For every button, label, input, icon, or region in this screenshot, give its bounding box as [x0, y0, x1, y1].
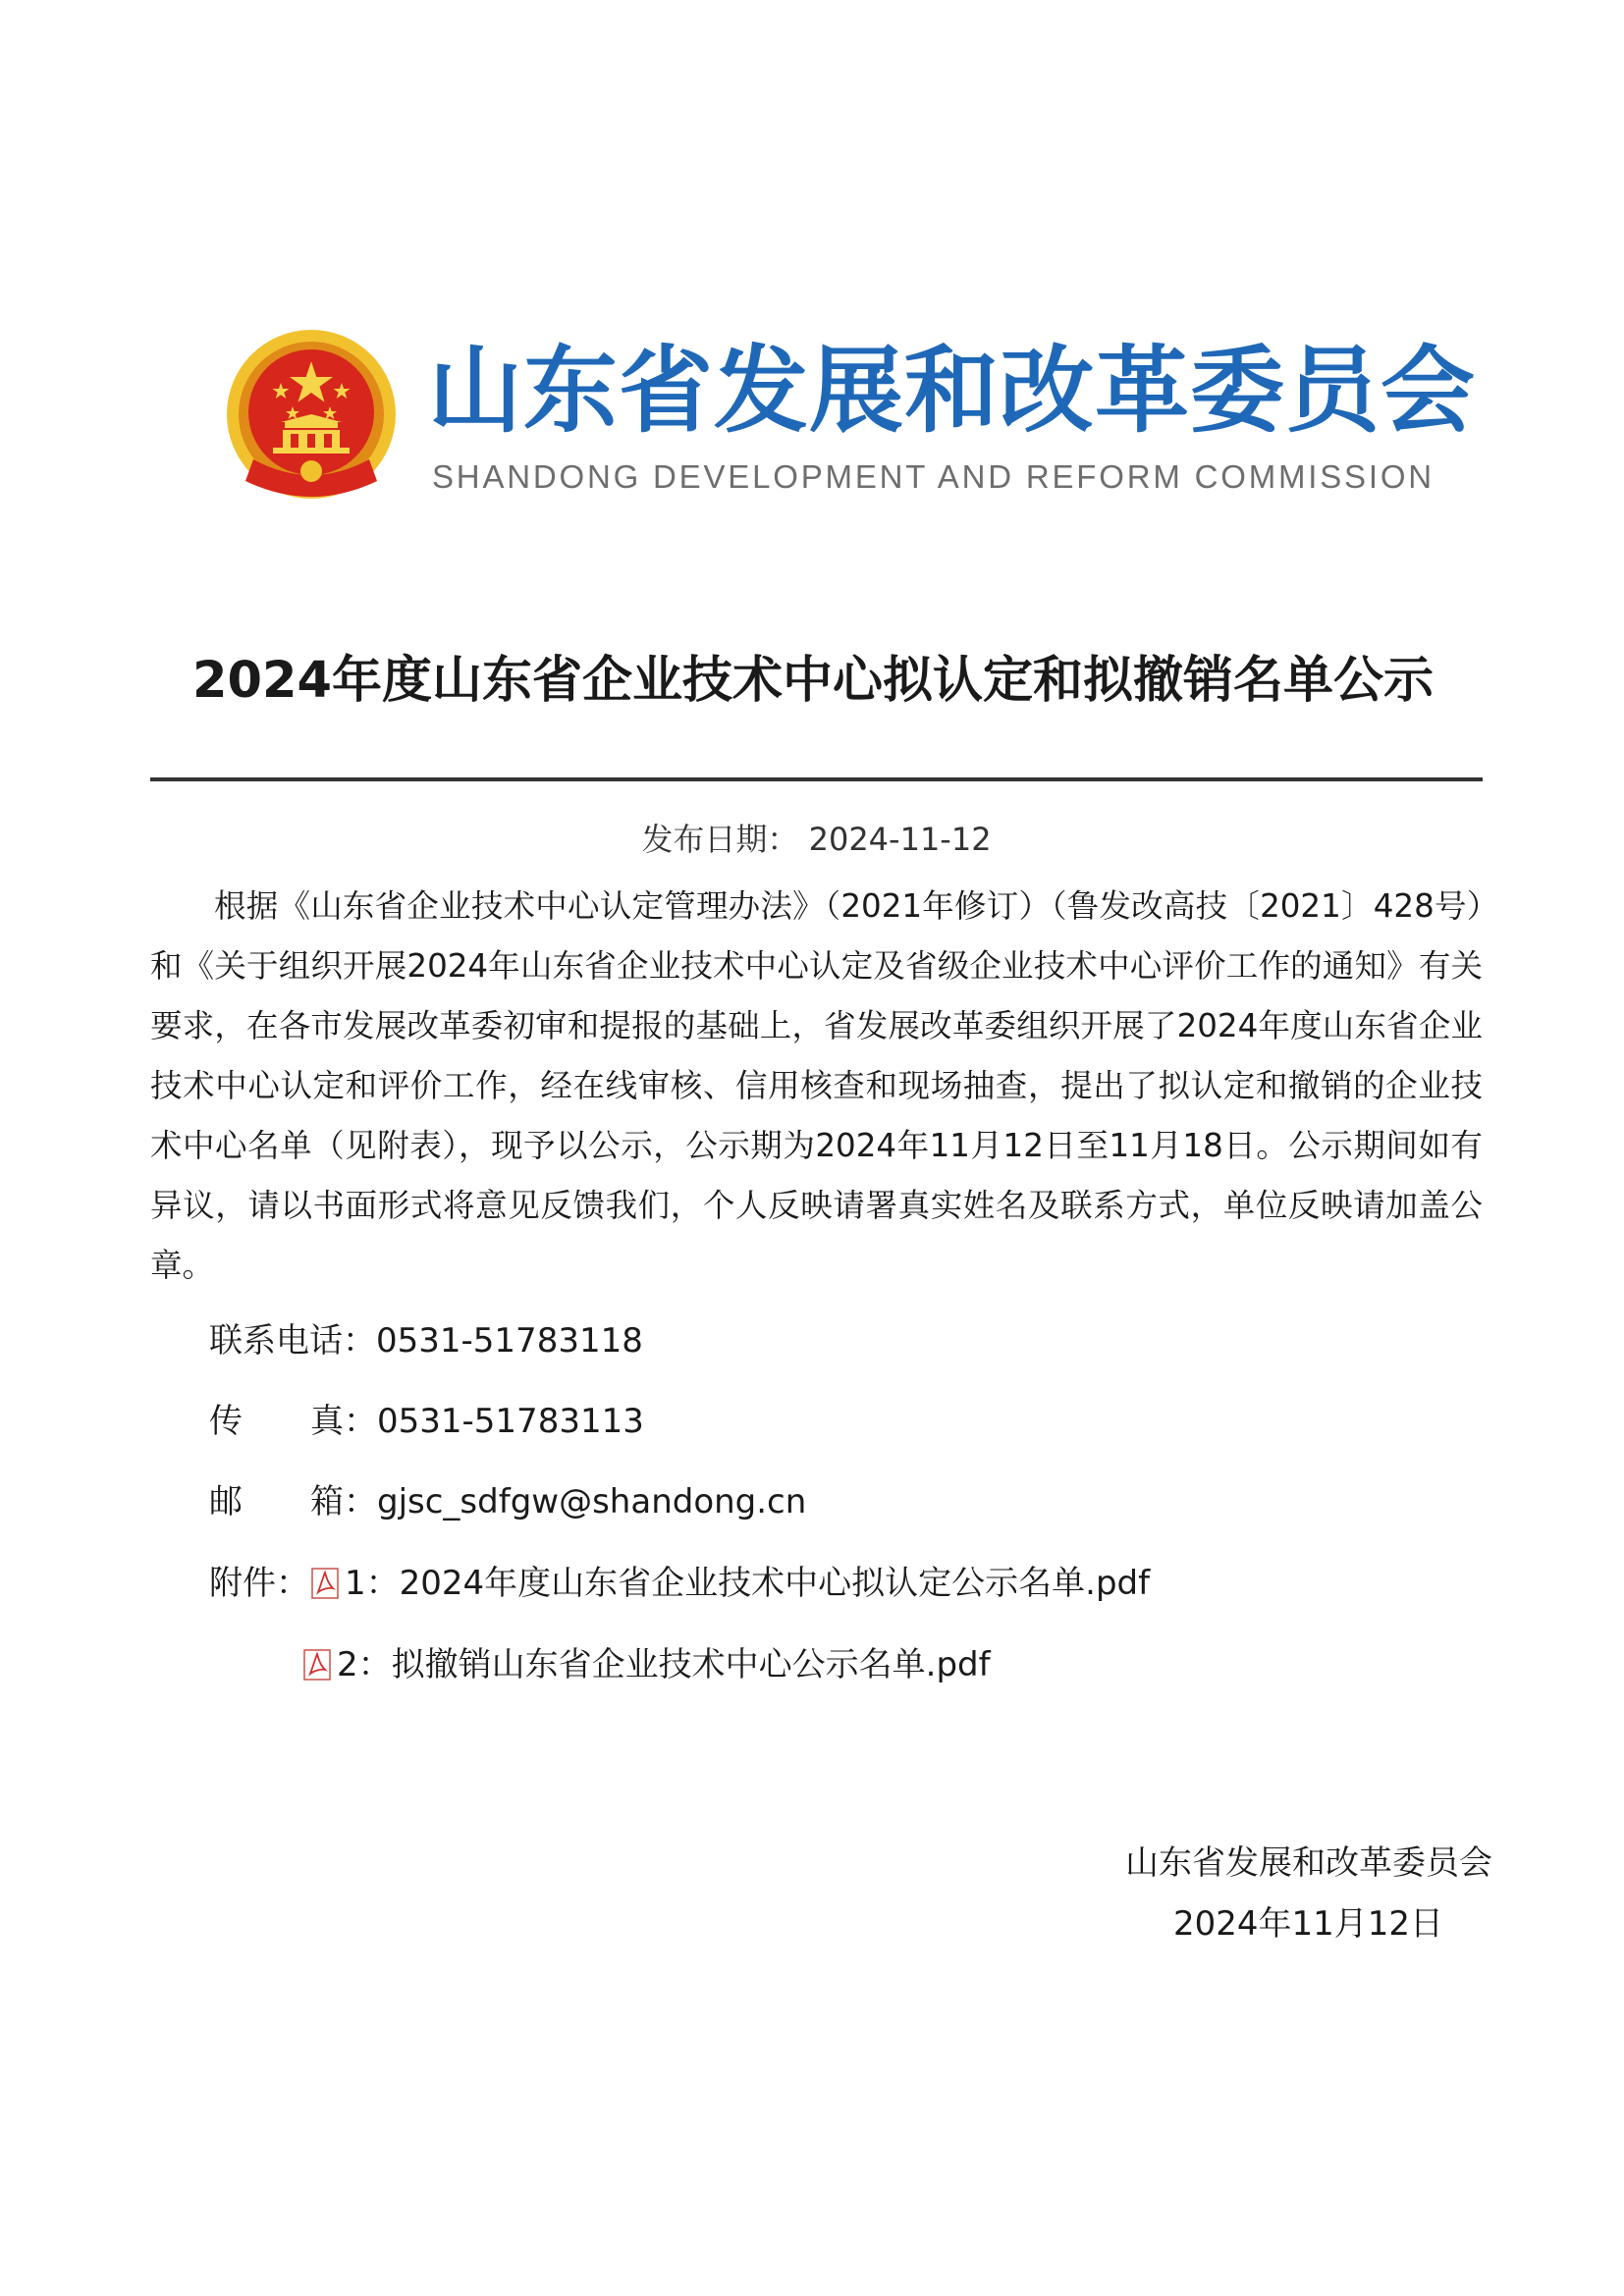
attachment-label-2: 2：拟撤销山东省企业技术中心公示名单.pdf — [337, 1645, 991, 1684]
attachments-label: 附件： — [209, 1564, 309, 1603]
publish-date: 发布日期： 2024-11-12 — [641, 821, 992, 858]
org-name-cn: 山东省发展和改革委员会 — [428, 336, 1476, 446]
attachment-label-1: 1：2024年度山东省企业技术中心拟认定公示名单.pdf — [345, 1564, 1151, 1603]
email-label: 邮箱 — [209, 1482, 344, 1522]
body-paragraph: 根据《山东省企业技术中心认定管理办法》（2021年修订）（鲁发改高技〔2021〕428号）和《关于组织开展2024年山东省企业技术中心认定及省级企业技术中心评价工作的通知》有关要求，在各市发展改革委初审和提报的基础上，省发展改革委组织开展了2024年度山东省企业技术中心认定和评价工作，经在线审核、信用核查和现场抽查，提出了拟认定和撤销的企业技术中心名单（见附表），现予以公示，公示期为2024年11月12日至11月18日。公示期间如有异议，请以书面形式将意见反馈我们，个人反映请署真实姓名及联系方式，单位反映请加盖公章。 — [150, 887, 1483, 1284]
signature-org: 山东省发展和改革委员会 — [1125, 1843, 1492, 1883]
contact-phone — [209, 1313, 643, 1368]
attachment-row-2 — [301, 1637, 991, 1692]
org-name-en: SHANDONG DEVELOPMENT AND REFORM COMMISSION — [432, 458, 1435, 495]
attachment-row-1 — [209, 1556, 1150, 1611]
fax-label: 传真 — [209, 1402, 344, 1441]
national-emblem-icon — [224, 324, 399, 507]
email-value: ：gjsc_sdfgw@shandong.cn — [344, 1482, 807, 1522]
attachment-link-2[interactable] — [301, 1645, 991, 1684]
contact-email — [209, 1474, 806, 1529]
phone-value: ：0531-51783118 — [343, 1321, 643, 1361]
contact-fax — [209, 1394, 644, 1449]
signature-date: 2024年11月12日 — [1172, 1904, 1443, 1944]
attachment-link-1[interactable] — [309, 1564, 1150, 1603]
phone-label: 联系电话 — [209, 1321, 343, 1361]
title-divider — [150, 777, 1483, 781]
header-banner — [224, 316, 1476, 512]
pdf-icon — [301, 1648, 335, 1682]
fax-value: ：0531-51783113 — [344, 1402, 644, 1441]
pdf-icon — [309, 1567, 343, 1600]
page-title: 2024年度山东省企业技术中心拟认定和拟撤销名单公示 — [192, 652, 1434, 710]
